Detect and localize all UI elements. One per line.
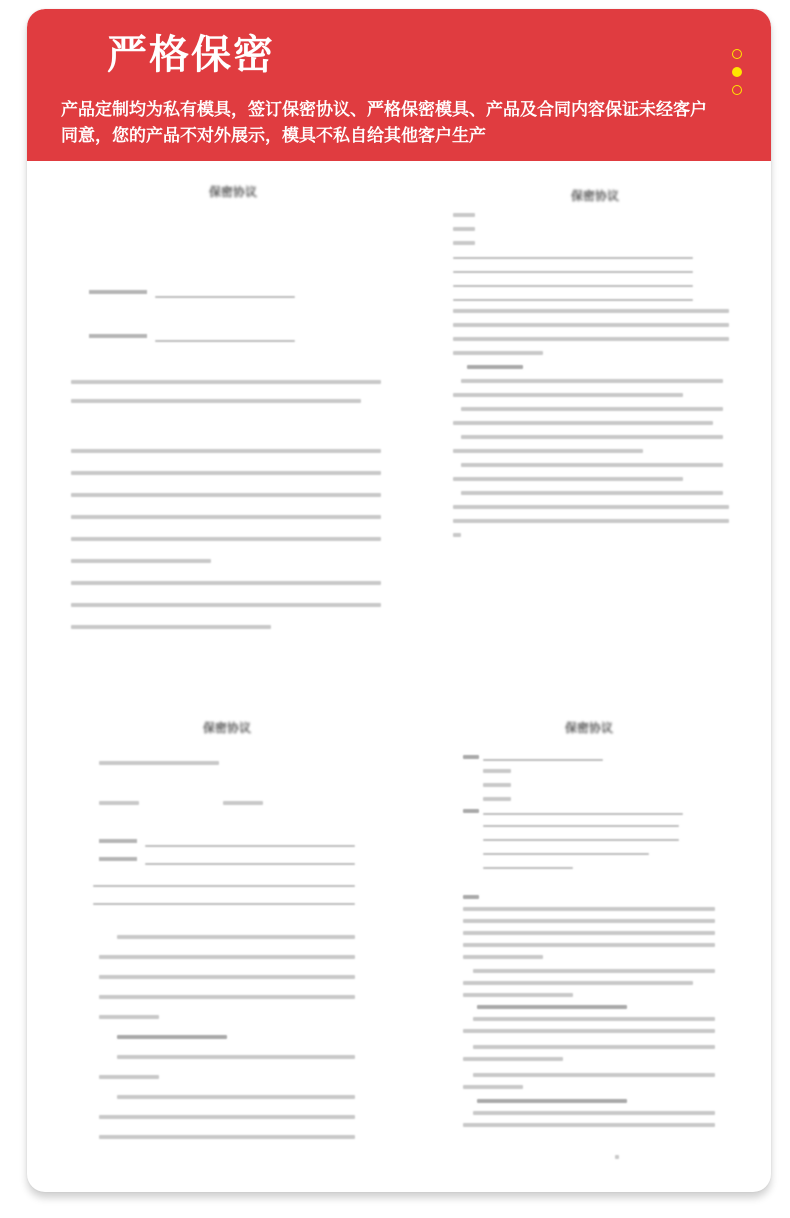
carousel-dot-1[interactable] xyxy=(732,49,742,59)
document-thumbnail-1 xyxy=(27,161,399,681)
carousel-dot-2-active[interactable] xyxy=(732,67,742,77)
page-title: 严格保密 xyxy=(107,32,275,78)
page-subtitle: 产品定制均为私有模具，签订保密协议、严格保密模具、产品及合同内容保证未经客户同意，您的产品不对外展示，模具不私自给其他客户生产 xyxy=(61,100,707,146)
document-thumbnail-4 xyxy=(427,699,771,1179)
document-thumbnail-2 xyxy=(427,161,771,681)
document-title: 保密协议 xyxy=(203,721,252,735)
carousel-dot-3[interactable] xyxy=(732,85,742,95)
header-banner xyxy=(27,9,771,161)
confidentiality-card xyxy=(27,9,771,1192)
document-title: 保密协议 xyxy=(209,185,258,199)
document-thumbnail-3 xyxy=(27,699,399,1179)
document-title: 保密协议 xyxy=(565,721,614,735)
document-title: 保密协议 xyxy=(571,189,620,203)
